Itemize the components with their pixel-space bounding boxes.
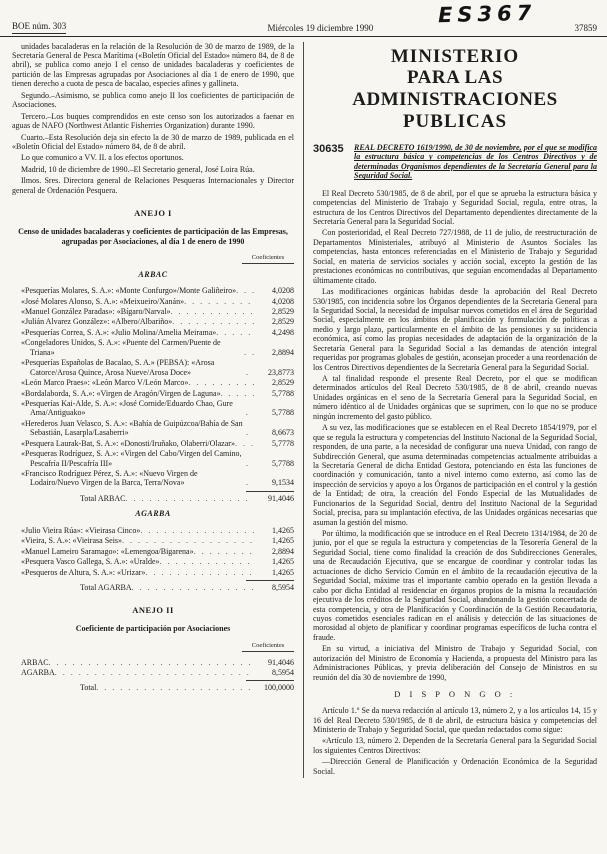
anejo2-subtitle: Coeficiente de participación por Asociaciones xyxy=(75,624,231,634)
article-paragraph: Artículo 1.º Se da nueva redacción al artículo 13, número 2, y a los artículos 14, 15 y 16 del Real Decreto 530/1985, de 8 de abril, de estructura básica y competencias del Ministerio de Trabajo y Seguridad Social, que quedan redactados como sigue: xyxy=(313,706,597,734)
company-vessels: «José Molares Alonso, S. A.»: «Meixueiro/Xanán» xyxy=(21,296,185,306)
anejo2-title: ANEJO II xyxy=(132,605,174,616)
table-row xyxy=(12,547,294,556)
company-vessels: «Julián Alvarez González»: «Albero/Albariño» xyxy=(21,317,173,327)
agarba-section-title: AGARBA xyxy=(135,509,171,519)
two-column-body xyxy=(0,37,607,779)
company-vessels: «Manuel Lameiro Saramago»: «Lemengoa/Bigarena» xyxy=(21,546,194,556)
coefficient-value: 23,8773 xyxy=(268,367,294,377)
table-row xyxy=(12,328,294,337)
resolution-paragraph: Madrid, 10 de diciembre de 1990.–El Secretario general, José Loira Rúa. xyxy=(21,164,255,174)
table-row xyxy=(12,317,294,326)
anejo1-title: ANEJO I xyxy=(134,208,172,219)
ministry-line2: PARA LAS ADMINISTRACIONES xyxy=(352,67,558,111)
dot-leader xyxy=(140,526,254,535)
dot-leader xyxy=(171,307,254,316)
table-row xyxy=(12,526,294,535)
company-vessels: «Julio Vieira Rúa»: «Vieirasa Cinco» xyxy=(21,525,141,535)
coefficient-value: 4,0208 xyxy=(272,296,294,306)
resolution-text xyxy=(12,42,294,196)
table-row xyxy=(12,658,294,667)
company-vessels: «Pesquerías Kai-Alde, S. A.»: «José Cornide/Eduardo Chao, Gure Ama/Antiguako» xyxy=(21,398,233,418)
coefficient-value: 4,0208 xyxy=(272,286,294,296)
resolution-paragraph: Tercero.–Los buques comprendidos en este censo son los autorizados a faenar en aguas de NAFO (Northwest Atlantic Fisherries Organization) durante 1990. xyxy=(12,111,294,131)
preamble-paragraph: A tal finalidad responde el presente Real Decreto, por el que se modifican determinados artículos del Real Decreto 530/1985, de 8 de abril, creando nuevas Unidades orgánicas en el seno de la Secretaría General para la Seguridad Social, en número idéntico al de Unidades orgánicas que se suprimen, con lo que no se produce ningún incremento del gasto público. xyxy=(313,374,597,421)
right-column xyxy=(304,42,597,779)
coefficient-value: 5,7788 xyxy=(272,408,294,418)
anejo2-total xyxy=(12,680,294,692)
dot-leader xyxy=(55,668,254,677)
table-row xyxy=(12,439,294,448)
decree-title: REAL DECRETO 1619/1990, de 30 de noviembre, por el que se modifica la estructura básica y competencias de los Centros Directivos y de determinadas Organismos dependientes de la Secretaría General para la Seguridad Social. xyxy=(354,142,597,181)
coefficient-value: 1,4265 xyxy=(272,567,294,577)
coefficient-value: 2,8529 xyxy=(272,307,294,317)
resolution-paragraph: Cuarto.–Esta Resolución deja sin efecto la de 30 de marzo de 1989, publicada en el «Boletín Oficial del Estado» número 84, de 8 de abril. xyxy=(12,132,294,151)
coefficient-value: 2,8529 xyxy=(272,378,294,388)
coefficient-value: 2,8894 xyxy=(272,347,294,357)
coefficient-value: 4,2498 xyxy=(272,327,294,337)
agarba-total-value: 8,5954 xyxy=(272,582,294,592)
sum-rule xyxy=(246,580,294,581)
sum-rule xyxy=(246,680,294,681)
dispongo-heading: D I S P O N G O : xyxy=(394,689,516,700)
dot-leader xyxy=(246,428,254,437)
company-vessels: «León Marco Praes»: «León Marco V/León Marco» xyxy=(21,378,189,388)
agarba-total-label: Total AGARBA xyxy=(80,582,132,592)
dot-leader xyxy=(244,348,254,357)
preamble-paragraph: Por último, la modificación que se introduce en el Real Decreto 1314/1984, de 20 de junio, por el que se regula la estructura y competencias de la Tesorería General de la Seguridad Social, tiene como finalidad la creación de dos Subdirecciones Generales, una de Recaudación Ejecutiva, que se encargue de coordinar y controlar todas las actuaciones de dicho Servicio Común en el ámbito de la recaudación ejecutiva de la Seguridad Social, máxime tras el importante cambio operado en la gestión llevada a cabo por dicha Entidad al residenciar en órganos propios de la misma la recaudación ejecutiva de los créditos de la Seguridad Social, abandonando la gestión concertada de esta competencia, y otra de Planificación y Coordinación de la Gestión Recaudatoria, cuyos cometidos esenciales radican en el análisis y detección de las situaciones de morosidad al objeto de planificar y coordinar programas específicos de lucha contra el fraude. xyxy=(313,529,597,642)
preamble-paragraph: Con posterioridad, el Real Decreto 727/1988, de 11 de julio, de reestructuración de Departamentos Ministeriales, atribuyó al Ministerio de Asuntos Sociales las competencias, hasta entonces referenciadas en el Ministerio de Trabajo y Seguridad Social, en materia de servicios sociales y acción social, excepto la gestión de las prestaciones económicas no contributivas, que seguían encomendadas al Departamento últimamente citado. xyxy=(313,228,597,285)
left-column xyxy=(12,42,304,779)
dot-leader xyxy=(172,317,254,326)
company-vessels: «Pesquerías Españolas de Bacalao, S. A.» (PEBSA): «Arosa Catorce/Arosa Quince, Arosa Nueve/Arosa Doce» xyxy=(21,358,215,377)
company-vessels: «Pesqueros de Altura, S. A.»: «Urizar» xyxy=(21,567,146,577)
dot-leader xyxy=(188,378,254,387)
preamble-paragraph: Las modificaciones orgánicas habidas desde la aprobación del Real Decreto 530/1985, con incidencia sobre los Órganos dependientes de la Secretaría General para la Seguridad Social, la necesidad de impulsar nuevos cometidos en el área de Seguridad Social, especialmente en los ámbitos de planificación y formulación de políticas a medio y largo plazo, particularmente en el ámbito de las pensiones y su incidencia económica, así como las propias necesidades de adaptación de la organización de la Secretaría General para la Seguridad Social a las demandas de atención integral requeridas por programas globales de gestión, aconsejan proceder a una reordenación de los Centros Directivos dependientes de la Secretaría General para la Seguridad Social. xyxy=(313,287,597,372)
table-row xyxy=(12,536,294,545)
table-row xyxy=(12,338,294,357)
table-row xyxy=(12,286,294,295)
resolution-paragraph: unidades bacaladeras en la relación de la Resolución de 30 de marzo de 1989, de la Secretaría General de Pesca Marítima («Boletín Oficial del Estado» número 84, de 8 de abril), se publica como anejo I el censo de unidades bacaladeras y coeficientes de partición de las Empresas agrupadas por Asociaciones al día 1 de enero de 1990, que tienen derecho a cuota de pesca de bacalao, especies afines y gallineta. xyxy=(12,41,294,89)
dot-leader xyxy=(221,389,254,398)
company-vessels: «Pesquerías Correa, S. A.»: «Julio Molina/Amelia Meirama» xyxy=(21,327,217,337)
preamble-paragraph: El Real Decreto 530/1985, de 8 de abril, por el que se aprueba la estructura básica y competencias del Ministerio de Trabajo y Seguridad Social, regula, entre otras, la estructura de los Centros Directivos del Departamento dependientes directamente de la Secretaría General para la Seguridad Social. xyxy=(313,188,597,227)
ministry-line3: PUBLICAS xyxy=(402,111,508,133)
table-row xyxy=(12,557,294,566)
dot-leader xyxy=(194,547,254,556)
coefficient-value: 1,4265 xyxy=(272,557,294,567)
anejo2-total-label: Total xyxy=(80,683,97,693)
company-vessels: «Herederos Juan Velasco, S. A.»: «Bahía de Guipúzcoa/Bahía de San Sebastián, Lasarpla/Lasaberri» xyxy=(21,418,243,438)
dot-leader xyxy=(246,459,254,468)
table-row xyxy=(12,399,294,418)
anejo2-table xyxy=(12,658,294,678)
table-row xyxy=(12,668,294,677)
preamble-paragraph: A su vez, las modificaciones que se establecen en el Real Decreto 1854/1979, por el que se regula la estructura y competencias del Instituto Nacional de la Seguridad Social, responden, de una parte, a la necesidad de configurar una nueva Unidad, con rango de Subdirección General, que asuma determinadas competencias actualmente atribuidas a la Secretaría General de dicha Entidad Gestora, potenciando en ésta las funciones de coordinación y comunicación, tanto a nivel interno como externo, así como las de inspección de servicios y apoyo a los Órganos de participación en el control y la gestión de la Entidad; de otra, la creación del Fondo Especial de las Mutualidades de Funcionarios de la Seguridad Social, dentro del Instituto Nacional de la Seguridad Social, precisa, para su implantación efectiva, de las Unidades orgánicas necesarias que asuman la gestión del mismo. xyxy=(313,423,597,527)
arbac-total-value: 91,4046 xyxy=(268,493,294,503)
coefficient-value: 2,8529 xyxy=(272,317,294,327)
table-row xyxy=(12,389,294,398)
coefficient-value: 9,1534 xyxy=(272,478,294,488)
dot-leader xyxy=(236,286,254,295)
dot-leader xyxy=(235,439,254,448)
resolution-paragraph: Segundo.–Asimismo, se publica como anejo II los coeficientes de participación de Asociaciones. xyxy=(12,90,294,110)
dot-leader xyxy=(125,494,254,503)
anejo2-total-value: 100,0000 xyxy=(264,683,294,693)
decree-item xyxy=(313,143,597,183)
item-number: 30635 xyxy=(313,142,344,155)
handwritten-mark: ES367 xyxy=(437,0,537,28)
table-row xyxy=(12,568,294,577)
dot-leader xyxy=(246,478,254,487)
anejo2-coefficients-header: Coeficientes xyxy=(242,642,294,652)
arbac-table xyxy=(12,286,294,488)
company-vessels: «Manuel González Paradas»: «Bígaro/Narval» xyxy=(21,307,171,317)
coefficient-value: 1,4265 xyxy=(272,536,294,546)
dot-leader xyxy=(49,658,254,667)
dot-leader xyxy=(184,297,254,306)
association-name: ARBAC xyxy=(21,657,49,667)
table-row xyxy=(12,297,294,306)
dot-leader xyxy=(246,408,254,417)
sum-rule xyxy=(246,491,294,492)
table-row xyxy=(12,419,294,438)
article-paragraph: —Dirección General de Planificación y Ordenación Económica de la Seguridad Social. xyxy=(313,757,597,776)
dot-leader xyxy=(96,683,254,692)
table-row xyxy=(12,449,294,468)
coefficient-value: 8,5954 xyxy=(272,667,294,677)
boe-number: BOE núm. 303 xyxy=(12,21,66,34)
table-row xyxy=(12,358,294,377)
preamble-paragraph: En su virtud, a iniciativa del Ministro de Trabajo y Seguridad Social, con autorización del Ministro de Economía y Hacienda, a propuesta del Ministro para las Administraciones Públicas, y previa deliberación del Consejo de Ministros en su reunión del día 30 de noviembre de 1990, xyxy=(313,644,597,682)
company-vessels: «Pesquerías Molares, S. A.»: «Monte Confurgo»/Monte Galiñeiro» xyxy=(21,286,237,296)
dot-leader xyxy=(246,368,254,377)
ministry-line1: MINISTERIO xyxy=(390,45,520,67)
decree-articles xyxy=(313,706,597,776)
dot-leader xyxy=(160,557,255,566)
arbac-section-title: ARBAC xyxy=(138,269,168,279)
anejo1-coefficients-header: Coeficientes xyxy=(242,254,294,264)
company-vessels: «Pesqueras Rodríguez, S. A.»: «Virgen del Cabo/Virgen del Camino, Pescafría II/Pescafría III» xyxy=(21,449,242,468)
coefficient-value: 5,7788 xyxy=(272,458,294,468)
company-vessels: «Pesquera Laurak-Bat, S. A.»: «Donosti/Iruñako, Olaberri/Olazar» xyxy=(21,438,235,448)
coefficient-value: 8,6673 xyxy=(272,428,294,438)
header-date: Miércoles 19 diciembre 1990 xyxy=(267,23,374,33)
dot-leader xyxy=(122,536,254,545)
company-vessels: «Pesquera Vasco Gallega, S. A.»: «Uralde» xyxy=(21,557,160,567)
company-vessels: «Vieira, S. A.»: «Vieirasa Seis» xyxy=(21,536,123,546)
dot-leader xyxy=(216,328,254,337)
anejo1-subtitle: Censo de unidades bacaladeras y coeficientes de participación de las Empresas, agrupadas por Asociaciones, al día 1 de enero de 1990 xyxy=(18,227,288,246)
table-row xyxy=(12,378,294,387)
agarba-table xyxy=(12,526,294,577)
dot-leader xyxy=(145,568,254,577)
decree-preamble xyxy=(313,189,597,682)
coefficient-value: 5,7778 xyxy=(272,438,294,448)
table-row xyxy=(12,307,294,316)
association-name: AGARBA xyxy=(21,667,55,677)
dot-leader xyxy=(132,583,254,592)
coefficient-value: 5,7788 xyxy=(272,388,294,398)
arbac-total-label: Total ARBAC xyxy=(80,493,126,503)
table-row xyxy=(12,469,294,488)
resolution-paragraph: Lo que comunico a VV. II. a los efectos oportunos. xyxy=(21,153,184,163)
company-vessels: «Congeladores Unidos, S. A.»: «Puente del Carmen/Puente de Triana» xyxy=(21,338,221,357)
coefficient-value: 1,4265 xyxy=(272,525,294,535)
page-number: 37859 xyxy=(574,23,597,33)
company-vessels: «Francisco Rodríguez Pérez, S. A.»: «Nuevo Virgen de Lodairo/Nuevo Virgen de la Barca, Terra/Nova» xyxy=(21,469,198,488)
resolution-paragraph: Ilmos. Sres. Directora general de Relaciones Pesqueras Internacionales y Director general de Ordenación Pesquera. xyxy=(12,176,294,195)
agarba-total xyxy=(12,580,294,592)
coefficient-value: 2,8894 xyxy=(272,546,294,556)
article-paragraph: «Artículo 13, número 2. Dependen de la Secretaría General para la Seguridad Social los siguientes Centros Directivos: xyxy=(313,736,597,755)
ministry-heading xyxy=(313,46,597,133)
arbac-total xyxy=(12,491,294,503)
coefficient-value: 91,4046 xyxy=(268,657,294,667)
company-vessels: «Bordalaborda, S. A.»: «Virgen de Aragón/Virgen de Laguna» xyxy=(21,388,221,398)
